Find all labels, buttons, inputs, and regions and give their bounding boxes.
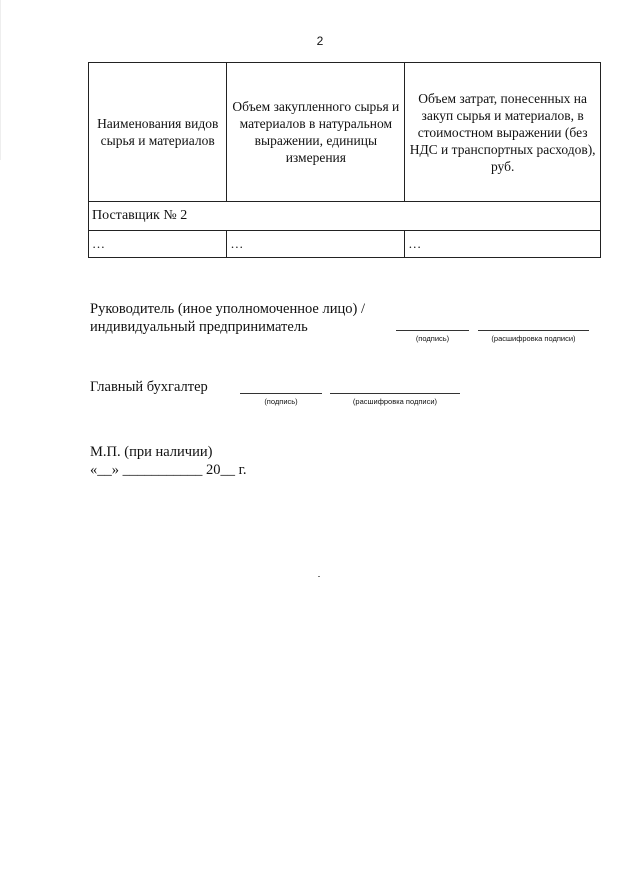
cell-quantity: … <box>227 231 405 258</box>
header-cost: Объем затрат, понесенных на закуп сырья и материалов, в стоимостном выражении (без НДС и транспортных расходов), руб. <box>405 63 601 202</box>
accountant-decode-caption: (расшифровка подписи) <box>352 397 438 406</box>
header-quantity: Объем закупленного сырья и материалов в натуральном выражении, единицы измерения <box>227 63 405 202</box>
accountant-label: Главный бухгалтер <box>90 379 208 395</box>
supplier-label: Поставщик № 2 <box>89 202 601 231</box>
cell-material: … <box>89 231 227 258</box>
stamp-label: М.П. (при наличии) <box>90 444 213 460</box>
head-decode-line <box>478 330 589 331</box>
head-title-line2: индивидуальный предприниматель <box>90 319 308 335</box>
head-signature-line <box>396 330 469 331</box>
supplier-row <box>89 202 601 231</box>
scan-edge <box>0 0 1 160</box>
page-number: 2 <box>316 34 324 48</box>
accountant-decode-line <box>330 393 460 394</box>
table-row <box>89 231 601 258</box>
table-header-row <box>89 63 601 202</box>
date-line: «__» ___________ 20__ г. <box>90 462 247 478</box>
accountant-signature-caption: (подпись) <box>264 397 298 406</box>
head-signature-caption: (подпись) <box>415 334 450 343</box>
cell-cost: … <box>405 231 601 258</box>
scan-speck <box>318 576 320 577</box>
accountant-signature-line <box>240 393 322 394</box>
head-title-line1: Руководитель (иное уполномоченное лицо) / <box>90 301 365 317</box>
head-decode-caption: (расшифровка подписи) <box>491 334 576 343</box>
materials-table <box>88 62 601 258</box>
header-material-names: Наименования видов сырья и материалов <box>89 63 227 202</box>
